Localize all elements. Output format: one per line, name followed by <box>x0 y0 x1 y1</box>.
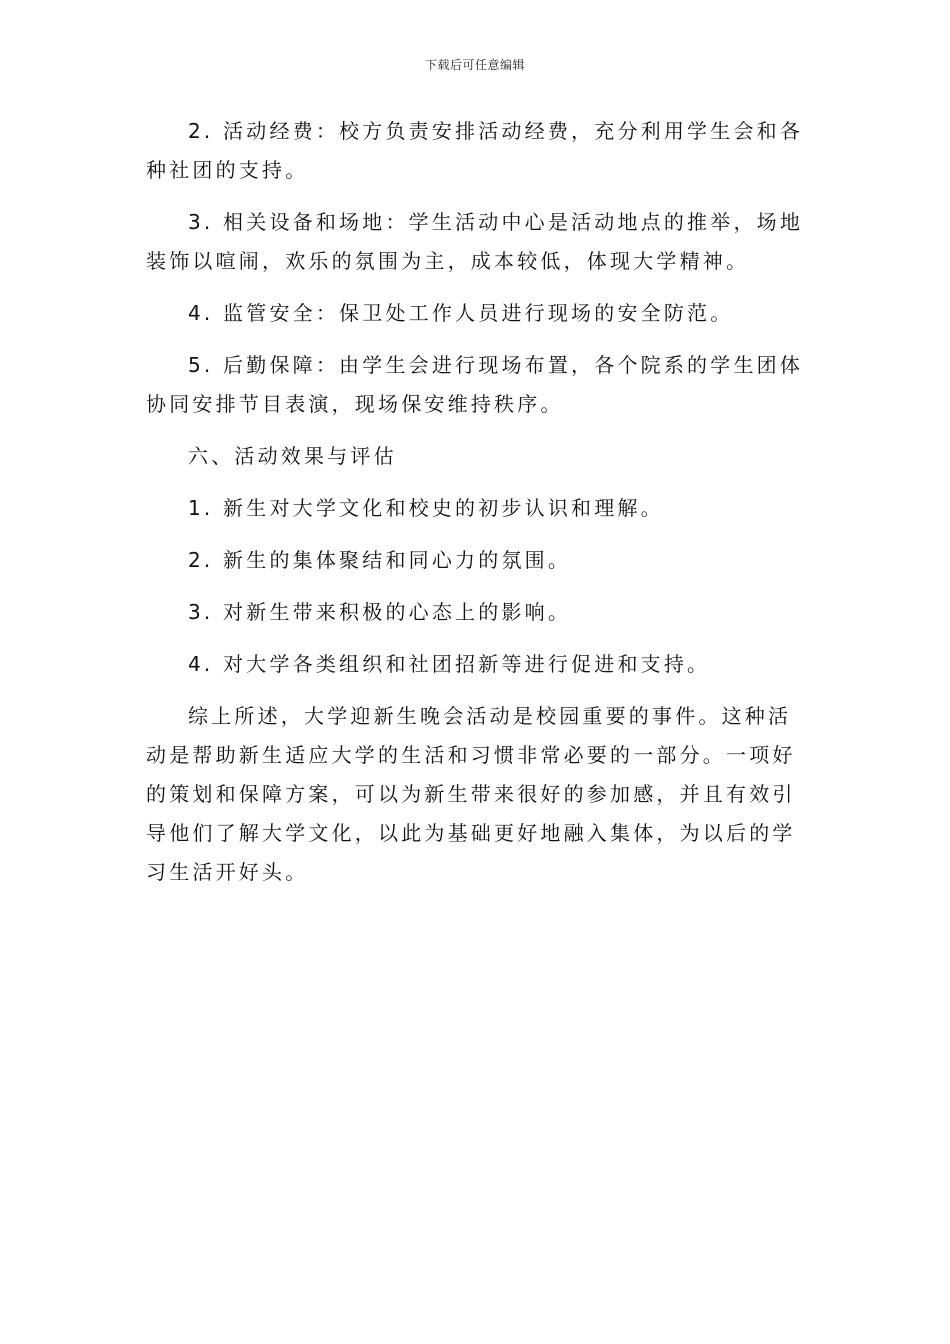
paragraph-logistics: 5. 后勤保障：由学生会进行现场布置，各个院系的学生团体协同安排节目表演，现场保安维持秩序。 <box>146 353 804 416</box>
paragraph-conclusion: 综上所述，大学迎新生晚会活动是校园重要的事件。这种活动是帮助新生适应大学的生活和习惯非常必要的一部分。一项好的策划和保障方案，可以为新生带来很好的参加感，并且有效引导他们了解大学文化，以此为基础更好地融入集体，为以后的学习生活开好头。 <box>146 704 796 884</box>
paragraph-effect-1: 1. 新生对大学文化和校史的初步认识和理解。 <box>188 496 664 520</box>
page-header: 下载后可任意编辑 <box>424 58 525 72</box>
paragraph-effect-3: 3. 对新生带来积极的心态上的影响。 <box>188 600 572 624</box>
paragraph-effect-2: 2. 新生的集体聚结和同心力的氛围。 <box>188 548 572 572</box>
section-heading-effects: 六、活动效果与评估 <box>188 444 397 468</box>
paragraph-security: 4. 监管安全：保卫处工作人员进行现场的安全防范。 <box>188 301 734 325</box>
paragraph-funding: 2. 活动经费：校方负责安排活动经费，充分利用学生会和各种社团的支持。 <box>146 119 804 182</box>
document-body <box>146 112 806 892</box>
paragraph-equipment-venue: 3. 相关设备和场地：学生活动中心是活动地点的推举，场地装饰以喧闹，欢乐的氛围为主，成本较低，体现大学精神。 <box>146 210 804 273</box>
paragraph-effect-4: 4. 对大学各类组织和社团招新等进行促进和支持。 <box>188 652 711 676</box>
